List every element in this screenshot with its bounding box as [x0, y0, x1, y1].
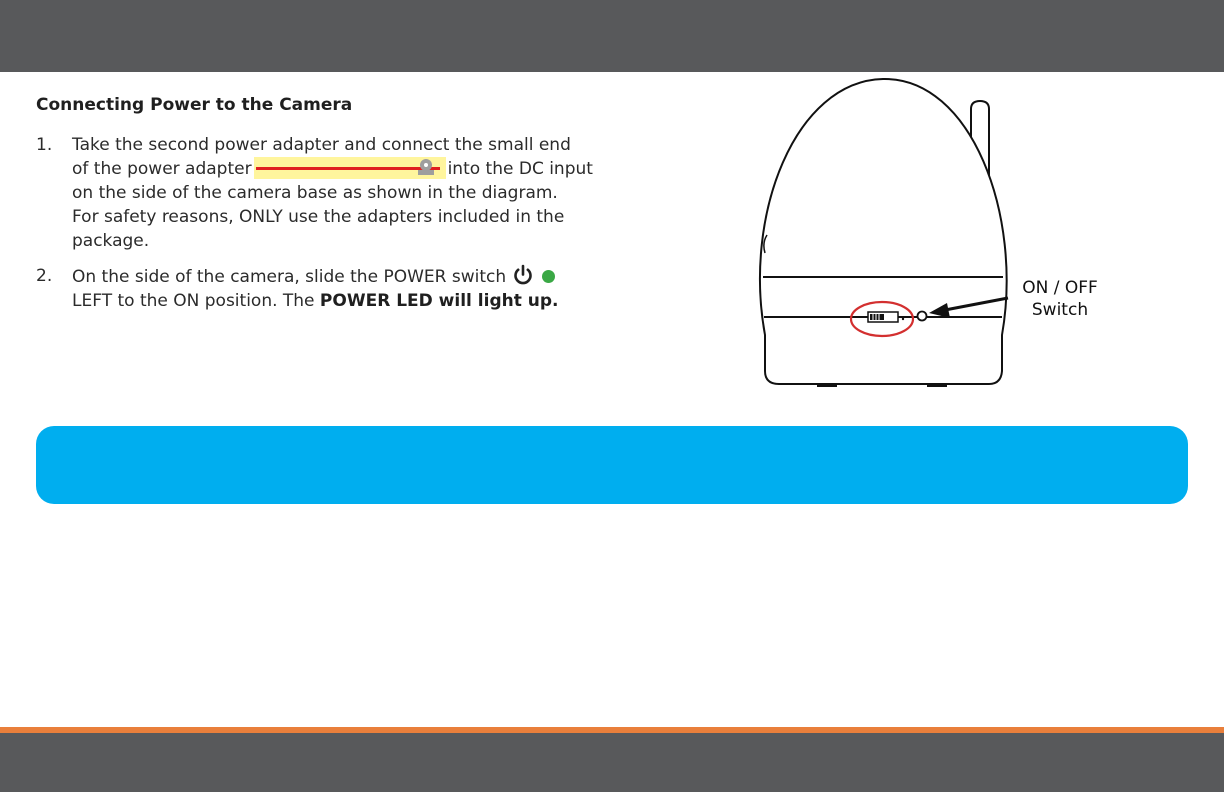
step-2-line	[72, 289, 632, 313]
power-adapter-icon	[254, 157, 446, 179]
step-1-line: on the side of the camera base as shown in the diagram.	[72, 183, 558, 203]
step-2-line	[72, 264, 632, 289]
camera-diagram	[755, 75, 1115, 395]
step-1	[36, 133, 636, 253]
led-indicator-icon	[542, 270, 555, 283]
step-1-line: Take the second power adapter and connect the small end	[72, 135, 571, 155]
step-1-line: package.	[72, 231, 150, 251]
step-1-text	[72, 133, 632, 253]
footer-bar	[0, 733, 1224, 792]
step-1-line2-start: of the power adapter	[72, 159, 252, 179]
step-2-line2-text: LEFT to the ON position. The	[72, 291, 320, 311]
power-led-note: POWER LED will light up.	[319, 291, 559, 311]
power-icon	[512, 264, 534, 286]
section-title: Connecting Power to the Camera	[36, 95, 353, 115]
step-number: 2.	[36, 266, 53, 286]
step-2-line1-text: On the side of the camera, slide the POWER switch	[72, 267, 507, 287]
step-1-line	[72, 157, 632, 181]
info-banner	[36, 426, 1188, 504]
callout-line: Switch	[1031, 300, 1089, 320]
camera-body	[760, 79, 1007, 384]
on-off-switch-callout	[1008, 277, 1112, 321]
step-1-line: For safety reasons, ONLY use the adapters included in the	[72, 207, 565, 227]
step-number: 1.	[36, 135, 53, 155]
step-2-text	[72, 264, 632, 313]
step-1-line2-end: into the DC input	[447, 159, 593, 179]
step-2	[36, 264, 636, 314]
header-bar	[0, 0, 1224, 72]
power-led	[918, 312, 927, 321]
callout-line: ON / OFF	[1022, 278, 1098, 298]
